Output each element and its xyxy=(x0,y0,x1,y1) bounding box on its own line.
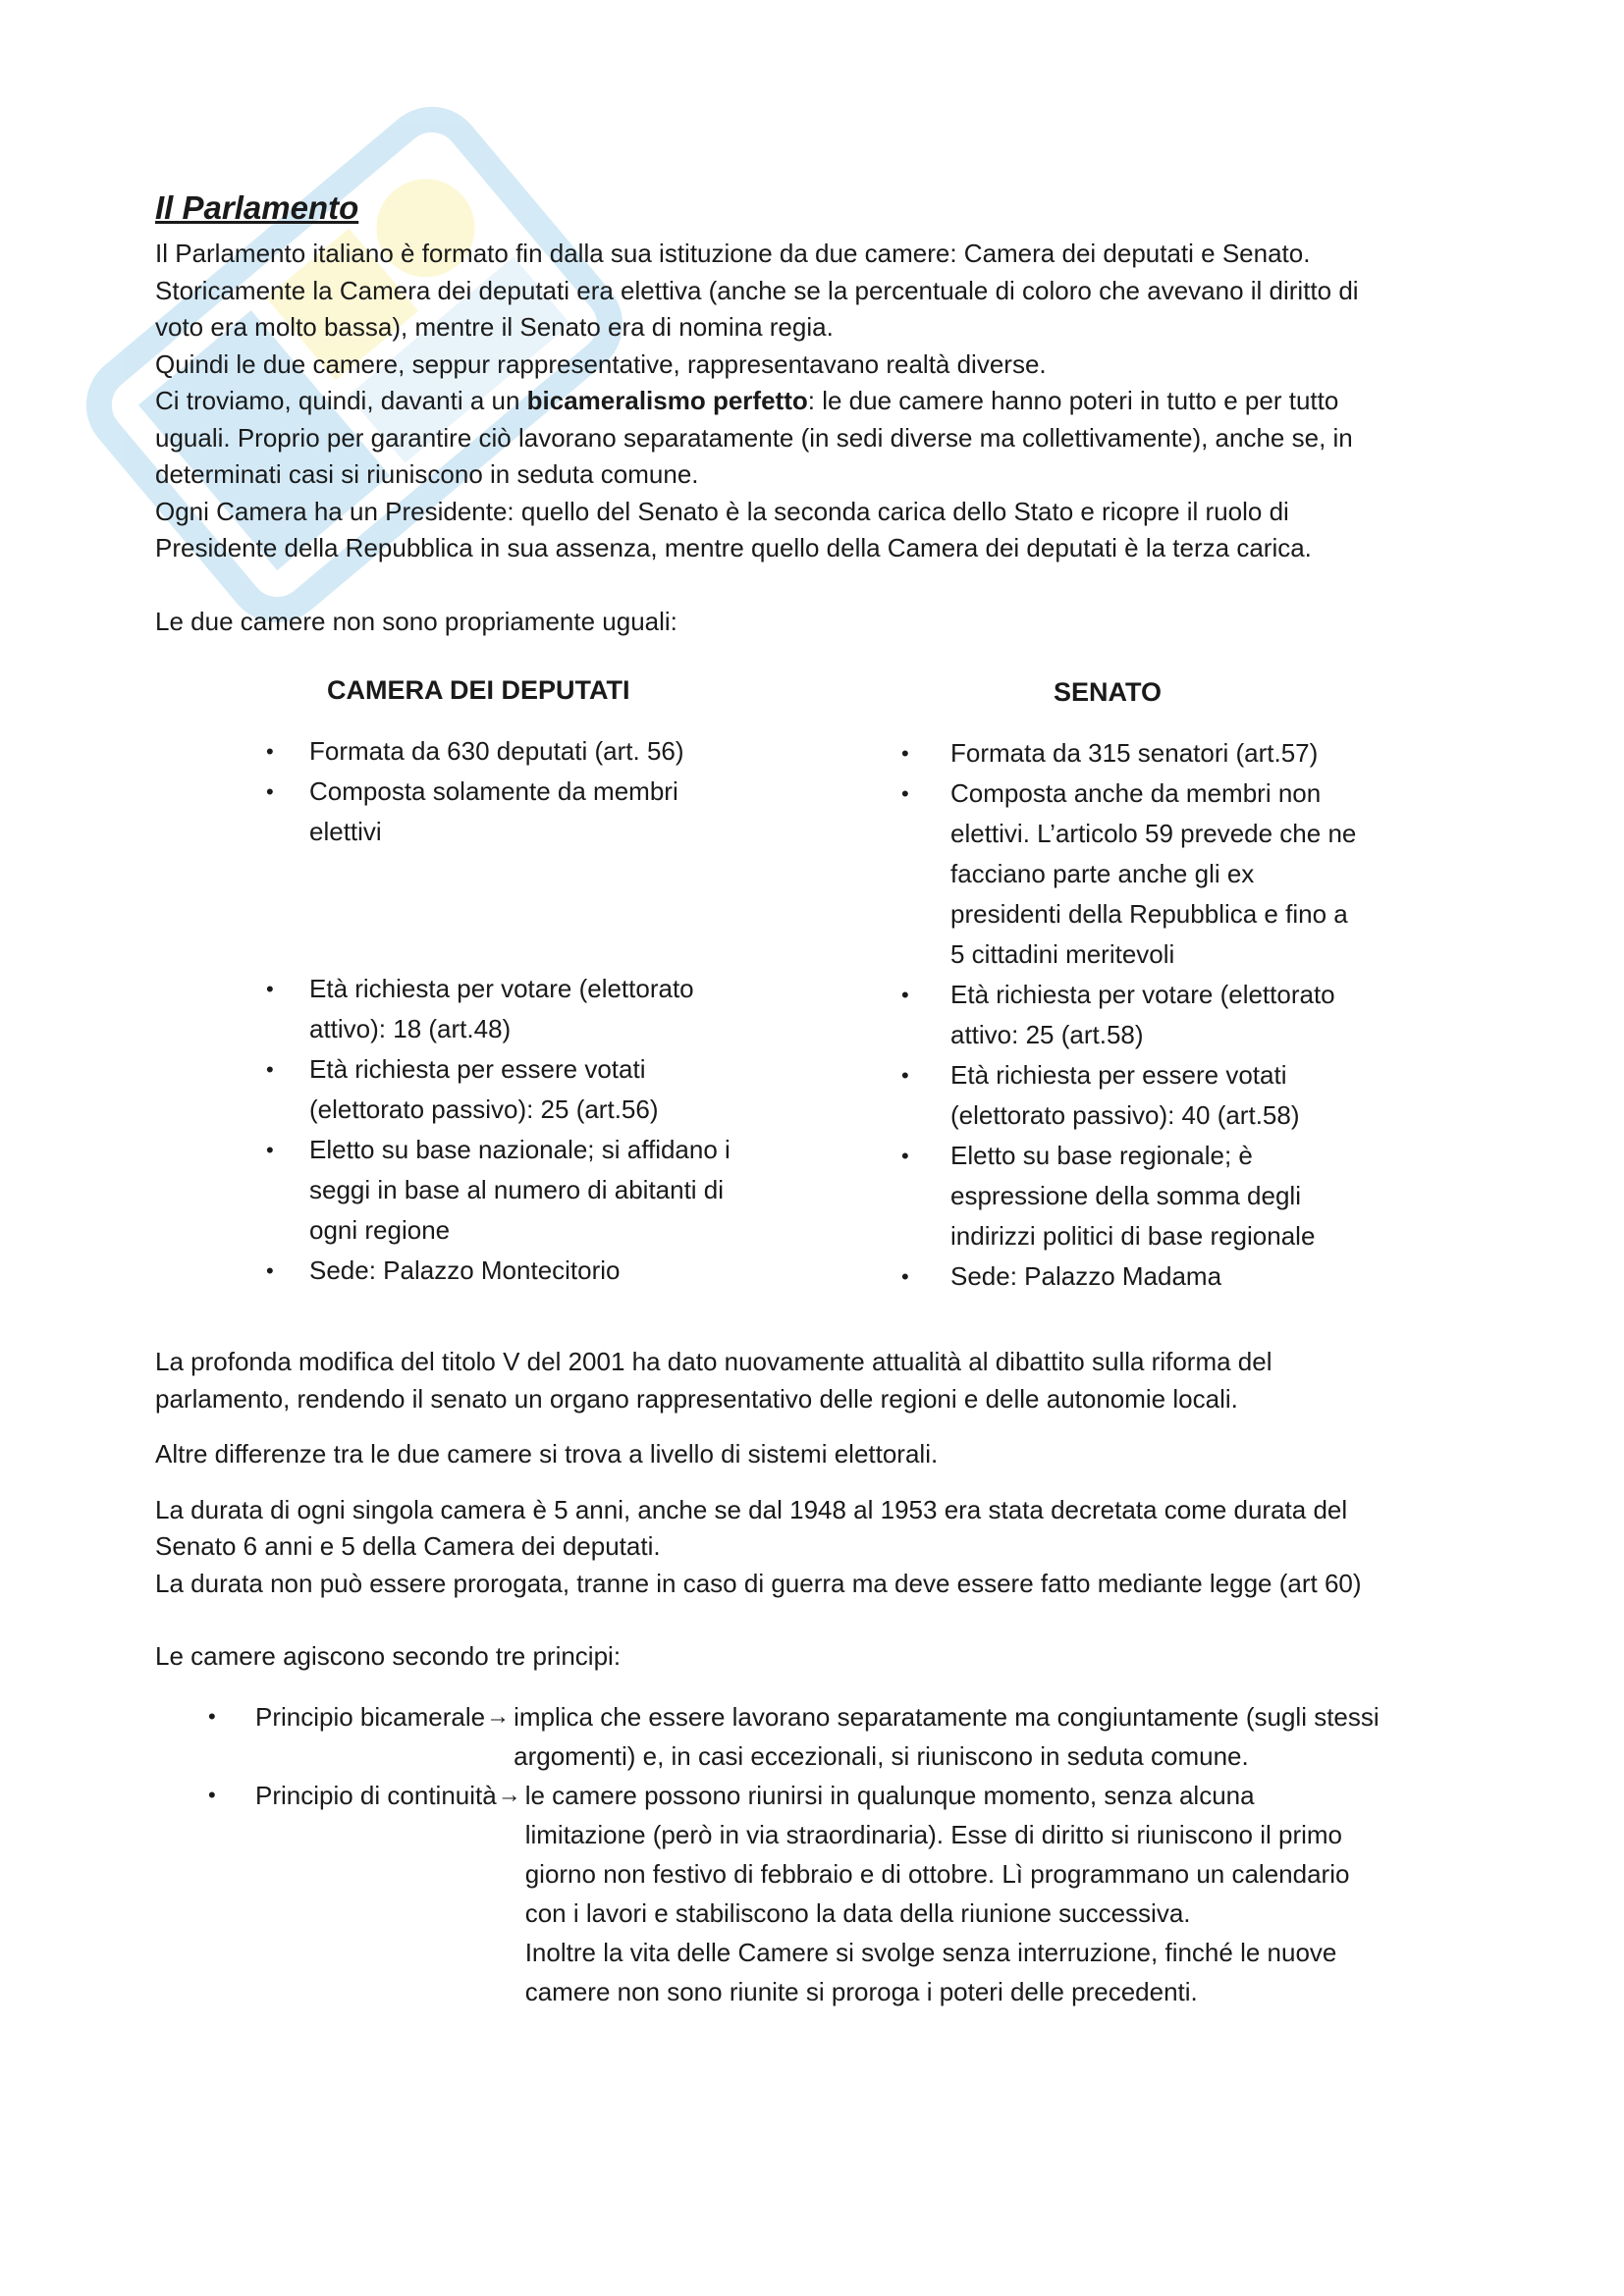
principles-list xyxy=(155,1697,1486,2011)
list-item-line: presidenti della Repubblica e fino a xyxy=(950,899,1348,929)
list-item-line: Età richiesta per essere votati xyxy=(309,1054,646,1084)
senato-list-item xyxy=(901,975,1412,1055)
bullet-icon: • xyxy=(901,781,909,806)
bullet-icon: • xyxy=(266,1138,274,1162)
principle-description xyxy=(514,1697,1486,1776)
bullet-icon: • xyxy=(266,779,274,804)
comparison-columns xyxy=(155,670,1486,1297)
intro-line: voto era molto bassa), mentre il Senato era di nomina regia. xyxy=(155,312,834,342)
intro-line: Ogni Camera ha un Presidente: quello del Senato è la seconda carica dello Stato e ricopre il ruolo di xyxy=(155,496,1289,526)
intro-line: uguali. Proprio per garantire ciò lavorano separatamente (in sedi diverse ma collettivamente), anche se, in xyxy=(155,422,1353,453)
senato-column xyxy=(813,670,1441,1297)
bullet-icon: • xyxy=(901,983,909,1007)
intro-line: Storicamente la Camera dei deputati era elettiva (anche se la percentuale di coloro che avevano il diritto di xyxy=(155,275,1359,305)
intro-line: determinati casi si riuniscono in seduta comune. xyxy=(155,459,699,489)
list-item-line: Eletto su base regionale; è xyxy=(950,1141,1253,1170)
camera-list-item xyxy=(266,1130,790,1251)
intro-line: Quindi le due camere, seppur rappresentative, rappresentavano realtà diverse. xyxy=(155,348,1047,379)
bullet-icon: • xyxy=(266,1258,274,1283)
list-item-line: Età richiesta per essere votati xyxy=(950,1060,1287,1090)
bicameral-after: : le due camere hanno poteri in tutto e per tutto xyxy=(807,386,1339,415)
bullet-icon: • xyxy=(266,977,274,1001)
document-page xyxy=(155,187,1486,2011)
bicameral-term: bicameralismo perfetto xyxy=(526,386,808,415)
list-item-line: facciano parte anche gli ex xyxy=(950,859,1255,888)
list-item-line: 5 cittadini meritevoli xyxy=(950,939,1175,969)
senato-list-item xyxy=(901,774,1412,975)
senato-list xyxy=(813,733,1441,1297)
bullet-icon: • xyxy=(208,1782,216,1807)
electoral-line: Altre differenze tra le due camere si trova a livello di sistemi elettorali. xyxy=(155,1439,939,1468)
principle-item xyxy=(208,1697,1486,1776)
principles-intro: Le camere agiscono secondo tre principi: xyxy=(155,1641,622,1671)
comparison-intro: Le due camere non sono propriamente uguali: xyxy=(155,606,677,636)
arrow-right-icon: → xyxy=(497,1781,521,1808)
list-item-line: Eletto su base nazionale; si affidano i xyxy=(309,1135,731,1164)
camera-list-top xyxy=(155,731,813,852)
arrow-right-icon: → xyxy=(486,1702,511,1730)
camera-list-item xyxy=(266,731,790,772)
bullet-icon: • xyxy=(901,1144,909,1168)
camera-list-item xyxy=(266,1049,790,1130)
list-item-line: Sede: Palazzo Madama xyxy=(950,1261,1222,1291)
camera-heading: CAMERA DEI DEPUTATI xyxy=(327,675,630,705)
camera-list-item xyxy=(266,772,790,852)
list-item-line: Età richiesta per votare (elettorato xyxy=(950,980,1335,1009)
principle-line: le camere possono riunirsi in qualunque momento, senza alcuna xyxy=(524,1780,1255,1810)
principle-line: argomenti) e, in casi eccezionali, si riuniscono in seduta comune. xyxy=(514,1740,1249,1771)
bullet-icon: • xyxy=(266,1057,274,1082)
principle-label: Principio di continuità xyxy=(255,1780,497,1810)
camera-list-bottom xyxy=(155,969,813,1291)
camera-list-item xyxy=(266,969,790,1049)
principle-item xyxy=(208,1776,1486,2011)
list-item-line: elettivi. L’articolo 59 prevede che ne xyxy=(950,819,1357,848)
duration-line: La durata non può essere prorogata, tranne in caso di guerra ma deve essere fatto mediante legge (art 60) xyxy=(155,1568,1362,1598)
bicameral-line xyxy=(155,383,1486,420)
principle-line: con i lavori e stabiliscono la data della riunione successiva. xyxy=(524,1897,1191,1928)
list-item-line: (elettorato passivo): 40 (art.58) xyxy=(950,1100,1300,1130)
intro-line: Il Parlamento italiano è formato fin dalla sua istituzione da due camere: Camera dei deputati e Senato. xyxy=(155,239,1311,268)
principle-line: camere non sono riunite si proroga i poteri delle precedenti. xyxy=(524,1976,1198,2006)
principle-description xyxy=(525,1776,1486,2011)
senato-list-item xyxy=(901,733,1412,774)
list-item-line: attivo): 18 (art.48) xyxy=(309,1014,512,1043)
list-item-line: Sede: Palazzo Montecitorio xyxy=(309,1255,621,1285)
list-item-line: elettivi xyxy=(309,817,382,846)
principle-line: limitazione (però in via straordinaria). Esse di diritto si riuniscono il primo xyxy=(524,1819,1343,1849)
principle-line: implica che essere lavorano separatamente ma congiuntamente (sugli stessi xyxy=(514,1701,1380,1732)
reform-line: parlamento, rendendo il senato un organo rappresentativo delle regioni e delle autonomie locali. xyxy=(155,1383,1238,1414)
principle-label: Principio bicamerale xyxy=(255,1701,486,1732)
list-item-line: indirizzi politici di base regionale xyxy=(950,1221,1316,1251)
senato-list-item xyxy=(901,1136,1412,1256)
list-item-line: Età richiesta per votare (elettorato xyxy=(309,974,694,1003)
bullet-icon: • xyxy=(266,739,274,764)
principle-line: Inoltre la vita delle Camere si svolge senza interruzione, finché le nuove xyxy=(524,1937,1337,1967)
bullet-icon: • xyxy=(901,1063,909,1088)
intro-line: Presidente della Repubblica in sua assenza, mentre quello della Camera dei deputati è la terza carica. xyxy=(155,533,1312,562)
reform-line: La profonda modifica del titolo V del 2001 ha dato nuovamente attualità al dibattito sulla riforma del xyxy=(155,1347,1272,1376)
list-item-line: Composta solamente da membri xyxy=(309,776,678,806)
page-title: Il Parlamento xyxy=(155,189,359,226)
list-item-line: ogni regione xyxy=(309,1215,451,1245)
list-item-line: Formata da 315 senatori (art.57) xyxy=(950,738,1319,768)
camera-column xyxy=(155,670,813,1297)
list-item-line: (elettorato passivo): 25 (art.56) xyxy=(309,1095,659,1124)
list-item-line: attivo: 25 (art.58) xyxy=(950,1020,1144,1049)
bullet-icon: • xyxy=(901,741,909,766)
bullet-icon: • xyxy=(901,1264,909,1289)
camera-list-item xyxy=(266,1251,790,1291)
list-item-line: Composta anche da membri non xyxy=(950,778,1322,808)
list-item-line: Formata da 630 deputati (art. 56) xyxy=(309,736,684,766)
duration-line: La durata di ogni singola camera è 5 anni, anche se dal 1948 al 1953 era stata decretata come durata del xyxy=(155,1494,1348,1524)
bullet-icon: • xyxy=(208,1703,216,1729)
principle-line: giorno non festivo di febbraio e di ottobre. Lì programmano un calendario xyxy=(524,1858,1350,1889)
list-item-line: espressione della somma degli xyxy=(950,1181,1301,1210)
bicameral-before: Ci troviamo, quindi, davanti a un xyxy=(155,386,527,415)
senato-list-item xyxy=(901,1256,1412,1297)
list-item-line: seggi in base al numero di abitanti di xyxy=(309,1175,725,1204)
senato-list-item xyxy=(901,1055,1412,1136)
duration-line: Senato 6 anni e 5 della Camera dei deputati. xyxy=(155,1531,661,1561)
senato-heading: SENATO xyxy=(1054,677,1163,707)
